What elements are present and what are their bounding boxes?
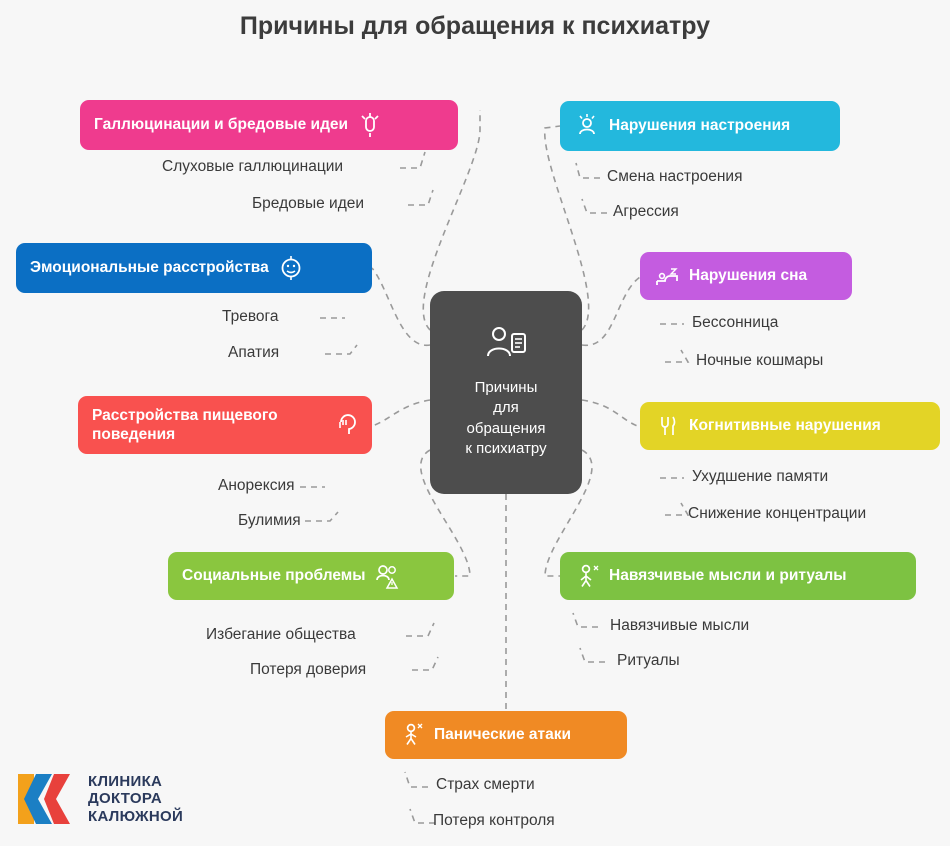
- branch-mood-item-0: Смена настроения: [607, 168, 743, 185]
- branch-emotional-item-0: Тревога: [222, 308, 279, 325]
- branch-hallucinations-label: Галлюцинации и бредовые идеи: [94, 116, 349, 133]
- head-fork-icon: [332, 412, 358, 438]
- branch-social-item-1: Потеря доверия: [250, 661, 367, 678]
- branch-sleep-item-1: Ночные кошмары: [696, 352, 824, 369]
- branch-mood[interactable]: [560, 101, 840, 151]
- center-line-1: Причины: [474, 379, 538, 396]
- clinic-logo-line-3: КАЛЮЖНОЙ: [88, 807, 184, 825]
- branch-emotional[interactable]: [16, 243, 372, 293]
- branch-social-label: Социальные проблемы: [182, 567, 366, 584]
- branch-sleep[interactable]: [640, 252, 852, 300]
- branch-emotional-item-1: Апатия: [228, 344, 280, 361]
- branch-eating[interactable]: [78, 396, 372, 454]
- branch-emotional-label: Эмоциональные расстройства: [30, 259, 269, 276]
- page-title: Причины для обращения к психиатру: [239, 12, 711, 40]
- center-node: [430, 291, 582, 494]
- sleep-icon: [654, 263, 680, 289]
- clinic-logo: [18, 770, 183, 828]
- branch-obsessive-item-0: Навязчивые мысли: [610, 617, 750, 634]
- brain-spark-icon: [357, 112, 383, 138]
- branch-hallucinations-item-1: Бредовые идеи: [252, 195, 365, 212]
- panic-person-icon: [399, 722, 425, 748]
- branch-hallucinations-item-0: Слуховые галлюцинации: [162, 158, 344, 175]
- branch-panic-label: Панические атаки: [434, 726, 572, 743]
- center-line-4: к психиатру: [465, 439, 547, 457]
- fork-knife-head-icon: [654, 413, 680, 439]
- branch-panic-item-0: Страх смерти: [436, 776, 535, 793]
- branch-cognitive-item-0: Ухудшение памяти: [692, 468, 829, 485]
- branch-eating-label: Расстройства пищевого поведения: [92, 406, 278, 443]
- center-line-3: обращения: [466, 419, 546, 437]
- ritual-person-icon: [574, 563, 600, 589]
- branch-eating-item-0: Анорексия: [218, 477, 295, 494]
- branch-hallucinations[interactable]: [80, 100, 458, 150]
- kk-logo-icon: [18, 770, 76, 828]
- branch-social[interactable]: [168, 552, 454, 600]
- person-document-icon: [483, 326, 529, 364]
- clinic-logo-text: [88, 773, 183, 825]
- branch-social-item-0: Избегание общества: [206, 626, 356, 643]
- clinic-logo-line-1: КЛИНИКА: [88, 772, 163, 790]
- people-alert-icon: [375, 563, 403, 589]
- branch-obsessive-label: Навязчивые мысли и ритуалы: [609, 567, 847, 584]
- branch-panic-item-1: Потеря контроля: [433, 812, 555, 829]
- mood-person-icon: [574, 113, 600, 139]
- branch-panic[interactable]: [385, 711, 627, 759]
- branch-mood-label: Нарушения настроения: [609, 117, 791, 134]
- branch-cognitive-item-1: Снижение концентрации: [688, 505, 867, 522]
- branch-cognitive-label: Когнитивные нарушения: [689, 417, 881, 434]
- emotion-face-icon: [278, 255, 304, 281]
- branch-obsessive[interactable]: [560, 552, 916, 600]
- branch-cognitive[interactable]: [640, 402, 940, 450]
- branch-sleep-item-0: Бессонница: [692, 314, 779, 331]
- branch-sleep-label: Нарушения сна: [689, 267, 808, 284]
- branch-eating-item-1: Булимия: [238, 512, 301, 529]
- branch-mood-item-1: Агрессия: [613, 203, 679, 220]
- center-line-2: для: [493, 399, 519, 417]
- clinic-logo-line-2: ДОКТОРА: [88, 790, 162, 808]
- branch-obsessive-item-1: Ритуалы: [617, 652, 680, 669]
